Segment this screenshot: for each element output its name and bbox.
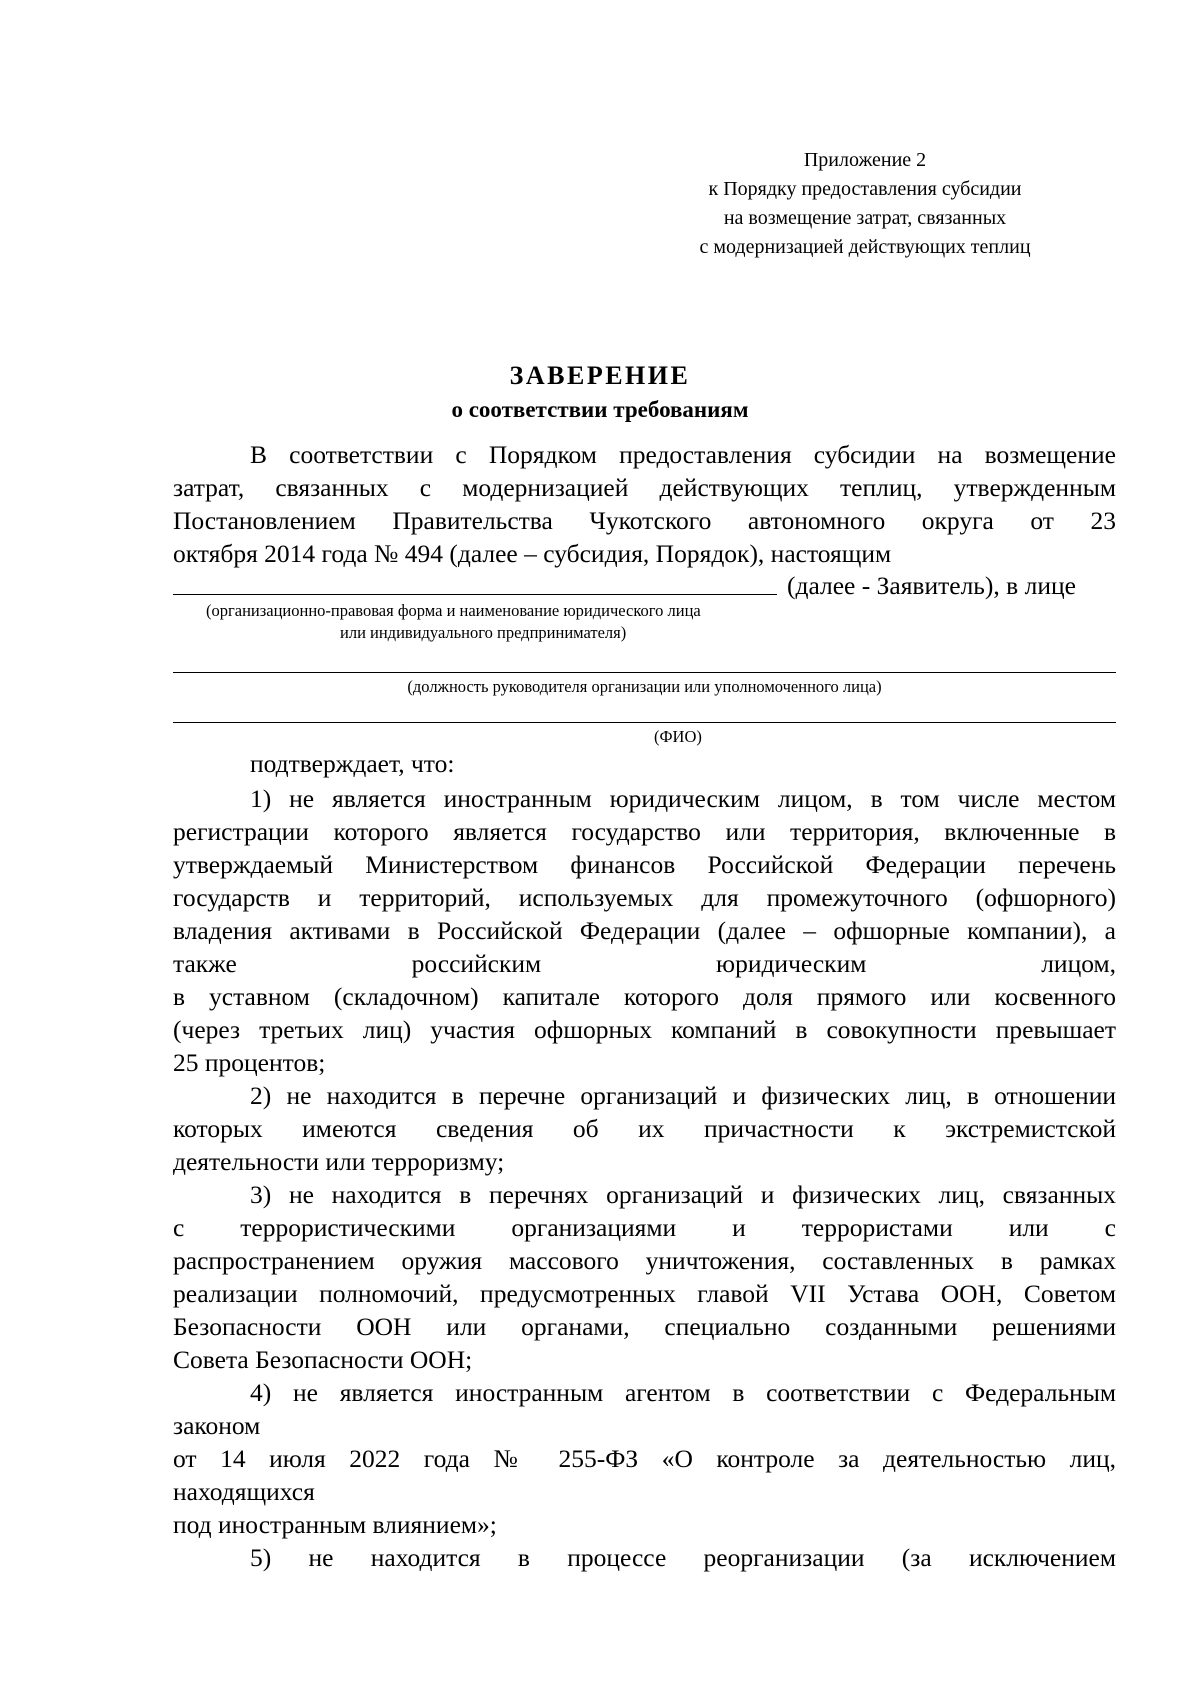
text-line: 1) не является иностранным юридическим лицом, в том числе местом bbox=[250, 784, 1116, 813]
text-line: В соответствии с Порядком предоставления субсидии на возмещение bbox=[250, 440, 1116, 469]
text-line: Совета Безопасности ООН; bbox=[173, 1345, 473, 1374]
text-line: с террористическими организациями и террористами или с bbox=[173, 1213, 1116, 1242]
applicant-suffix: (далее - Заявитель), в лице bbox=[787, 571, 1076, 600]
text-line: 4) не является иностранным агентом в соответствии с Федеральным bbox=[250, 1378, 1116, 1407]
text-line: законом bbox=[173, 1411, 261, 1440]
text-line: также российским юридическим лицом, bbox=[173, 949, 1116, 978]
text-line: реализации полномочий, предусмотренных главой VII Устава ООН, Советом bbox=[173, 1279, 1116, 1308]
text-line: 5) не находится в процессе реорганизации (за исключением bbox=[250, 1543, 1116, 1572]
text-line: в уставном (складочном) капитале которого доля прямого или косвенного bbox=[173, 982, 1116, 1011]
text-line: 2) не находится в перечне организаций и физических лиц, в отношении bbox=[250, 1081, 1116, 1110]
fio-line bbox=[173, 722, 1116, 723]
text-line: октября 2014 года № 494 (далее – субсидия, Порядок), настоящим bbox=[173, 539, 892, 568]
caption-org-line2: или индивидуального предпринимателя) bbox=[340, 623, 627, 642]
text-line: регистрации которого является государство или территория, включенные в bbox=[173, 817, 1116, 846]
confirms-line bbox=[173, 747, 1116, 780]
appendix-line: Приложение 2 bbox=[803, 149, 927, 171]
text-line: Постановлением Правительства Чукотского автономного округа от 23 bbox=[173, 506, 1116, 535]
text-line: 3) не находится в перечнях организаций и физических лиц, связанных bbox=[250, 1180, 1116, 1209]
text-line: под иностранным влиянием»; bbox=[173, 1510, 497, 1539]
text-line: затрат, связанных с модернизацией действующих теплиц, утвержденным bbox=[173, 473, 1116, 502]
applicant-name-line bbox=[173, 594, 777, 595]
requirements-list bbox=[173, 782, 1116, 1574]
text-line: деятельности или терроризму; bbox=[173, 1147, 505, 1176]
text-line: которых имеются сведения об их причастности к экстремистской bbox=[173, 1114, 1116, 1143]
document-title: ЗАВЕРЕНИЕ bbox=[509, 361, 691, 390]
intro-paragraph bbox=[173, 438, 1116, 570]
text-line: от 14 июля 2022 года № 255-ФЗ «О контроле за деятельностью лиц, bbox=[173, 1444, 1116, 1473]
appendix-line: на возмещение затрат, связанных bbox=[723, 207, 1007, 229]
appendix-line: к Порядку предоставления субсидии bbox=[708, 178, 1022, 200]
text-line: находящихся bbox=[173, 1477, 315, 1506]
text-line: владения активами в Российской Федерации (далее – офшорные компании), а bbox=[173, 916, 1116, 945]
appendix-line: с модернизацией действующих теплиц bbox=[699, 236, 1031, 258]
caption-fio: (ФИО) bbox=[654, 727, 702, 746]
appendix-header bbox=[630, 146, 1100, 262]
text-line: 25 процентов; bbox=[173, 1048, 326, 1077]
text-line: (через третьих лиц) участия офшорных компаний в совокупности превышает bbox=[173, 1015, 1116, 1044]
text-line: государств и территорий, используемых для промежуточного (офшорного) bbox=[173, 883, 1116, 912]
text-line: распространением оружия массового уничтожения, составленных в рамках bbox=[173, 1246, 1116, 1275]
caption-position: (должность руководителя организации или уполномоченного лица) bbox=[407, 677, 882, 696]
text-line: подтверждает, что: bbox=[250, 749, 455, 778]
document-subtitle: о соответствии требованиям bbox=[451, 397, 749, 422]
text-line: Безопасности ООН или органами, специально созданными решениями bbox=[173, 1312, 1116, 1341]
text-line: утверждаемый Министерством финансов Российской Федерации перечень bbox=[173, 850, 1116, 879]
position-line bbox=[173, 672, 1116, 673]
caption-org-line1: (организационно-правовая форма и наименование юридического лица bbox=[206, 601, 701, 620]
